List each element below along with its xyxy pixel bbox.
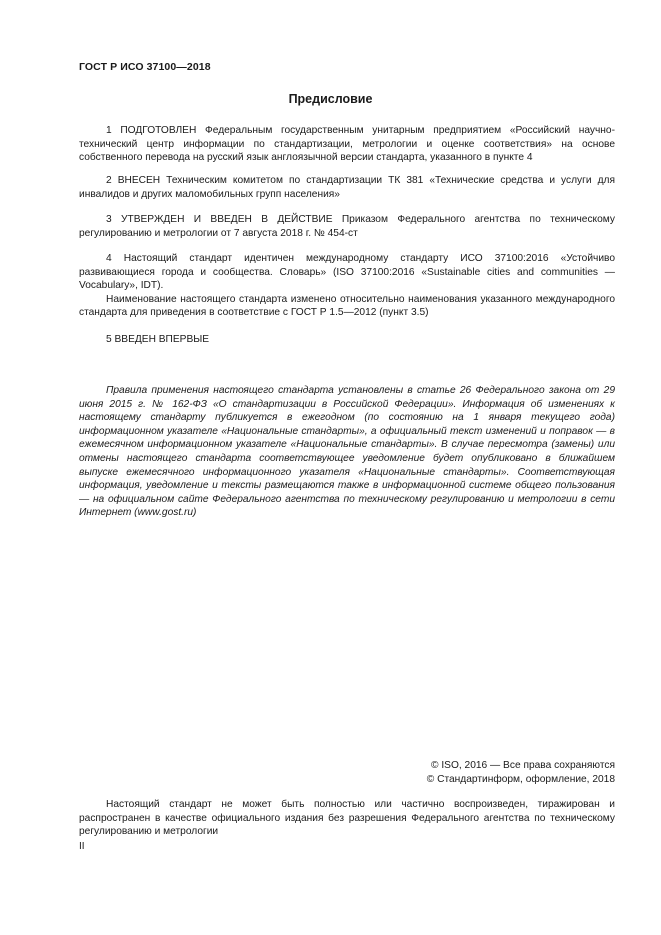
copyright-standartinform: © Стандартинформ, оформление, 2018 [426, 773, 615, 785]
application-rules-block [79, 384, 615, 520]
copyright-block [427, 759, 615, 786]
item-5 [79, 333, 615, 347]
item-4-text: 4 Настоящий стандарт идентичен международному стандарту ИСО 37100:2016 «Устойчиво развивающиеся города и сообщества. Словарь» (ISO 37100:2016 «Sustainable cities and communities — Vocabulary», IDT). [79, 253, 615, 292]
item-2 [79, 174, 615, 201]
page-title: Предисловие [288, 92, 373, 106]
item-5-text: 5 ВВЕДЕН ВПЕРВЫЕ [106, 334, 210, 345]
application-rules-text: Правила применения настоящего стандарта установлены в статье 26 Федерального закона от 29 июня 2015 г. № 162-ФЗ «О стандартизации в Российской Федерации». Информация об изменениях к настоящему стандарту публикуется в ежегодном (по состоянию на 1 января текущего года) информационном указателе «Национальные стандарты», а официальный текст изменений и поправок — в ежемесячном информационном указателе «Национальные стандарты». В случае пересмотра (замены) или отмены настоящего стандарта соответствующее уведомление будет опубликовано в ближайшем выпуске ежемесячного информационного указателя «Национальные стандарты». Соответствующая информация, уведомление и тексты размещаются также в информационной системе общего пользования — на официальном сайте Федерального агентства по техническому регулированию и метрологии в сети Интернет (www.gost.ru) [79, 385, 615, 519]
item-1-text: 1 ПОДГОТОВЛЕН Федеральным государственным унитарным предприятием «Российский научно-технический центр информации по стандартизации, метрологии и оценке соответствия» на основе собственного перевода на русский язык англоязычной версии стандарта, указанного в пункте 4 [79, 125, 615, 164]
item-3-text: 3 УТВЕРЖДЕН И ВВЕДЕН В ДЕЙСТВИЕ Приказом Федерального агентства по техническому регулированию и метрологии от 7 августа 2018 г. № 454-ст [79, 214, 615, 239]
reproduction-notice-block [79, 798, 615, 839]
page-number: II [79, 841, 85, 852]
item-3 [79, 213, 615, 240]
item-1 [79, 124, 615, 165]
copyright-iso: © ISO, 2016 — Все права сохраняются [431, 760, 615, 771]
item-4-note: Наименование настоящего стандарта изменено относительно наименования указанного международного стандарта для приведения в соответствие с ГОСТ Р 1.5—2012 (пункт 3.5) [79, 293, 615, 319]
reproduction-notice-text: Настоящий стандарт не может быть полностью или частично воспроизведен, тиражирован и распространен в качестве официального издания без разрешения Федерального агентства по техническому регулированию и метрологии [79, 799, 615, 838]
item-2-text: 2 ВНЕСЕН Техническим комитетом по стандартизации ТК 381 «Технические средства и услуги для инвалидов и других маломобильных групп населения» [79, 175, 615, 200]
item-4 [79, 252, 615, 320]
standard-code-header: ГОСТ Р ИСО 37100—2018 [79, 61, 211, 73]
